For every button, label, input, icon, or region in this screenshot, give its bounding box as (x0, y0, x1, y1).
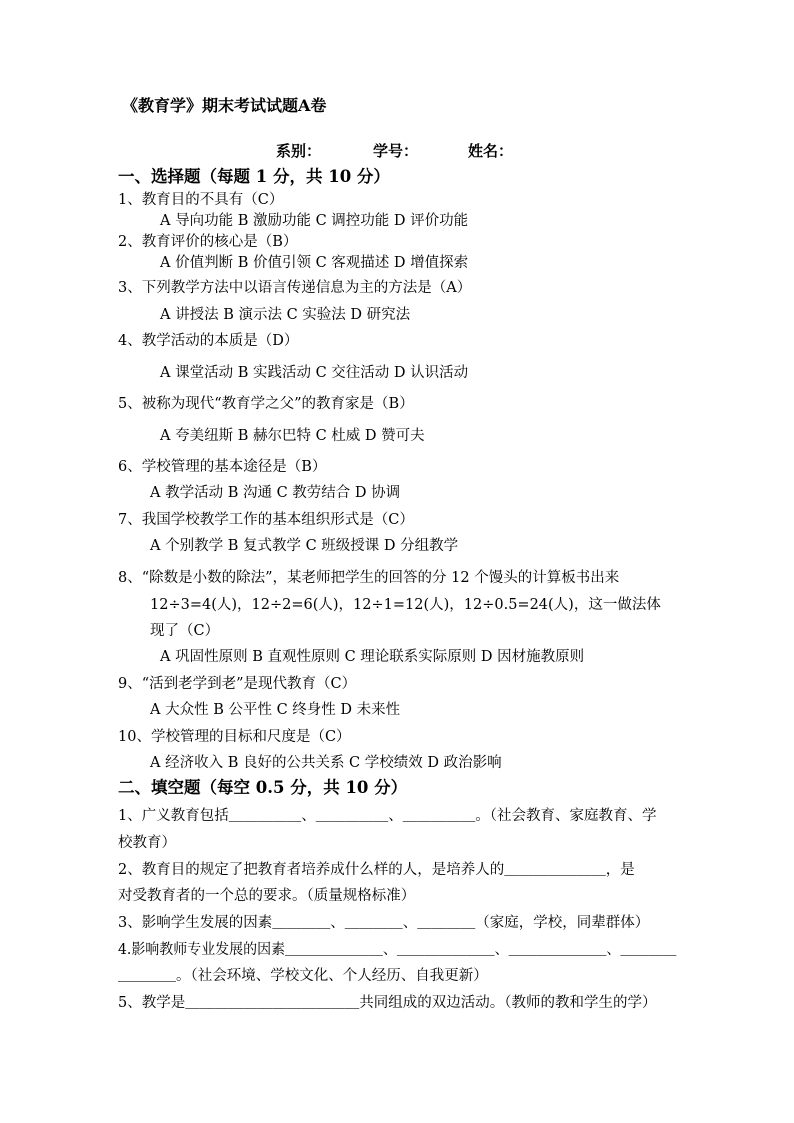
fill-line-1: 1、广义教育包括＿＿＿＿＿、＿＿＿＿＿、＿＿＿＿＿。（社会教育、家庭教育、学 (118, 808, 657, 824)
question-1: 1、教育目的不具有（C） (118, 192, 284, 208)
options-9: A 大众性 B 公平性 C 终身性 D 未来性 (150, 702, 401, 718)
question-8: 8、“除数是小数的除法”，某老师把学生的回答的分 12 个馒头的计算板书出来 (118, 570, 620, 586)
options-10: A 经济收入 B 良好的公共关系 C 学校绩效 D 政治影响 (150, 755, 502, 771)
options-6: A 教学活动 B 沟通 C 教劳结合 D 协调 (150, 485, 401, 501)
name-label: 姓名： (468, 142, 514, 160)
student-id-label: 学号： (373, 142, 419, 160)
section-heading-choice: 一、选择题（每题 1 分，共 10 分） (118, 167, 390, 186)
question-6: 6、学校管理的基本途径是（B） (118, 459, 327, 475)
question-4: 4、教学活动的本质是（D） (118, 333, 299, 349)
department-label: 系别： (276, 142, 322, 160)
options-1: A 导向功能 B 激励功能 C 调控功能 D 评价功能 (160, 213, 469, 229)
options-7: A 个别教学 B 复式教学 C 班级授课 D 分组教学 (150, 538, 459, 554)
fill-line-2: 校教育） (118, 835, 176, 851)
options-4: A 课堂活动 B 实践活动 C 交往活动 D 认识活动 (160, 365, 469, 381)
options-5: A 夸美纽斯 B 赫尔巴特 C 杜威 D 赞可夫 (160, 428, 425, 444)
fill-line-6: 4.影响教师专业发展的因素＿＿＿＿＿＿＿、＿＿＿＿＿＿＿、＿＿＿＿＿＿＿、＿＿＿＿ (118, 942, 677, 958)
question-2: 2、教育评价的核心是（B） (118, 234, 298, 250)
fill-line-7: ＿＿＿＿。（社会环境、学校文化、个人经历、自我更新） (118, 968, 488, 984)
fill-line-5: 3、影响学生发展的因素＿＿＿＿、＿＿＿＿、＿＿＿＿（家庭，学校，同辈群体） (118, 915, 650, 931)
question-7: 7、我国学校教学工作的基本组织形式是（C） (118, 512, 414, 528)
options-2: A 价值判断 B 价值引领 C 客观描述 D 增值探索 (160, 255, 469, 271)
fill-line-4: 对受教育者的一个总的要求。（质量规格标准） (118, 888, 416, 904)
question-8-cont-1: 12÷3=4(人)，12÷2=6(人)，12÷1=12(人)，12÷0.5=24(人)，这一做法体 (150, 597, 661, 613)
options-8: A 巩固性原则 B 直观性原则 C 理论联系实际原则 D 因材施教原则 (160, 649, 585, 665)
options-3: A 讲授法 B 演示法 C 实验法 D 研究法 (160, 307, 411, 323)
question-5: 5、被称为现代“教育学之父”的教育家是（B） (118, 396, 414, 412)
section-heading-fill: 二、填空题（每空 0.5 分，共 10 分） (118, 778, 408, 797)
question-10: 10、学校管理的目标和尺度是（C） (118, 729, 351, 745)
fill-line-8: 5、教学是＿＿＿＿＿＿＿＿＿＿＿＿共同组成的双边活动。（教师的教和学生的学） (118, 995, 657, 1011)
fill-line-3: 2、教育目的规定了把教育者培养成什么样的人，是培养人的＿＿＿＿＿＿＿，是 (118, 862, 635, 878)
question-3: 3、下列教学方法中以语言传递信息为主的方法是（A） (118, 280, 472, 296)
question-9: 9、“活到老学到老”是现代教育（C） (118, 676, 357, 692)
page-title: 《教育学》期末考试试题A卷 (122, 96, 327, 115)
question-8-cont-2: 现了（C） (150, 623, 220, 639)
